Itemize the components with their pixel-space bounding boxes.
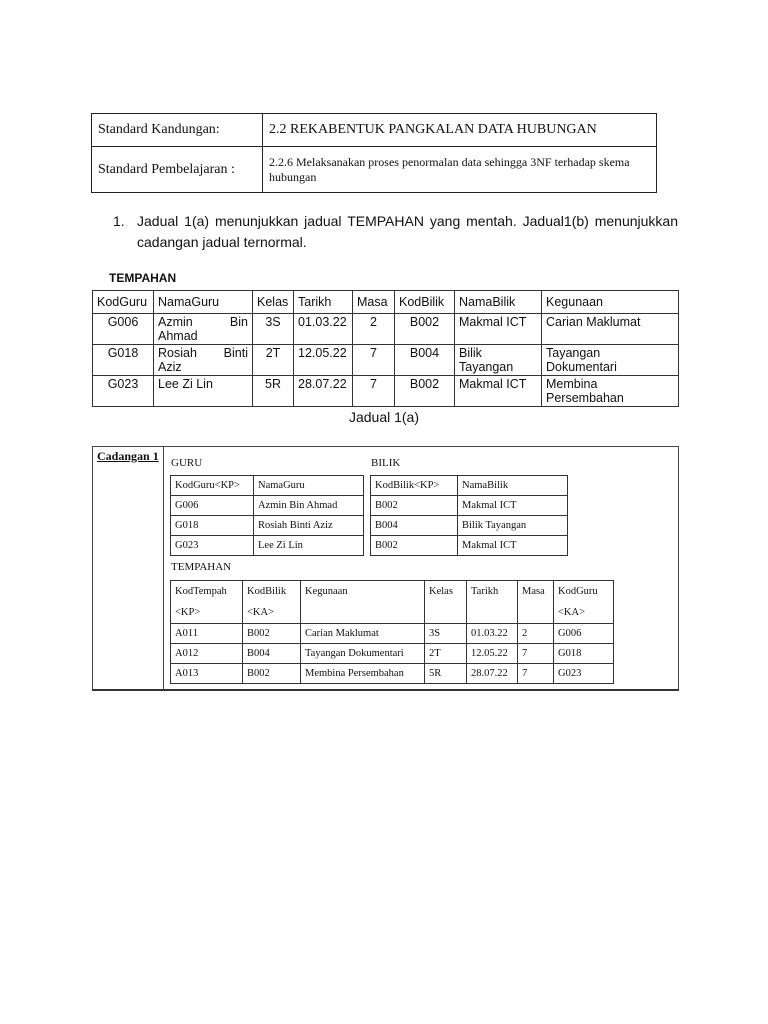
table-cell: Carian Maklumat bbox=[542, 314, 679, 345]
table-cell: G018 bbox=[554, 644, 614, 664]
table-row bbox=[171, 664, 614, 684]
raw-header-cell: Kelas bbox=[253, 291, 294, 314]
question-paragraph bbox=[113, 211, 678, 253]
raw-header-cell: NamaBilik bbox=[455, 291, 542, 314]
table-row bbox=[171, 644, 614, 664]
table-cell: Makmal ICT bbox=[455, 376, 542, 407]
table-cell: 7 bbox=[518, 664, 554, 684]
table-cell: 7 bbox=[353, 376, 395, 407]
table-cell: 28.07.22 bbox=[467, 664, 518, 684]
table-cell: Makmal ICT bbox=[455, 314, 542, 345]
table-cell: 2 bbox=[518, 624, 554, 644]
table-cell: 28.07.22 bbox=[294, 376, 353, 407]
cadangan-label: Cadangan 1 bbox=[97, 449, 159, 463]
table-row bbox=[93, 345, 679, 376]
raw-header-cell: KodGuru bbox=[93, 291, 154, 314]
table-header-cell: Masa bbox=[518, 581, 554, 624]
table-cell: Lee Zi Lin bbox=[154, 376, 253, 407]
table-cell: KodGuru<KP> bbox=[171, 476, 254, 496]
table-cell: 5R bbox=[425, 664, 467, 684]
table-cell: B002 bbox=[371, 536, 458, 556]
table-cell: Carian Maklumat bbox=[301, 624, 425, 644]
header-label: KodTempah bbox=[175, 586, 227, 597]
table-cell: 2 bbox=[353, 314, 395, 345]
table-cell: Makmal ICT bbox=[458, 536, 568, 556]
table-cell: G006 bbox=[171, 496, 254, 516]
cadangan-divider bbox=[163, 446, 164, 690]
table-cell: B002 bbox=[243, 664, 301, 684]
table-cell: 5R bbox=[253, 376, 294, 407]
guru-table bbox=[170, 475, 364, 556]
table-caption: Jadual 1(a) bbox=[348, 409, 420, 425]
table-cell: B004 bbox=[395, 345, 455, 376]
table-cell: A011 bbox=[171, 624, 243, 644]
kandungan-value: 2.2 REKABENTUK PANGKALAN DATA HUBUNGAN bbox=[263, 114, 657, 147]
table-cell: Rosiah Binti Aziz bbox=[154, 345, 253, 376]
table-cell: 12.05.22 bbox=[467, 644, 518, 664]
header-key: <KP> bbox=[175, 607, 201, 618]
table-row bbox=[171, 476, 364, 496]
table-cell: Tayangan Dokumentari bbox=[542, 345, 679, 376]
table-cell: 7 bbox=[353, 345, 395, 376]
table-cell: 01.03.22 bbox=[467, 624, 518, 644]
pembelajaran-label: Standard Pembelajaran : bbox=[92, 147, 263, 193]
raw-tempahan-table bbox=[92, 290, 679, 407]
table-cell: NamaBilik bbox=[458, 476, 568, 496]
table-cell: Azmin Bin Ahmad bbox=[154, 314, 253, 345]
raw-header-cell: Masa bbox=[353, 291, 395, 314]
table-cell: G023 bbox=[93, 376, 154, 407]
standards-table bbox=[91, 113, 657, 193]
guru-title: GURU bbox=[171, 457, 203, 469]
table-cell: G006 bbox=[93, 314, 154, 345]
raw-header-row bbox=[93, 291, 679, 314]
header-key: <KA> bbox=[558, 607, 586, 618]
table-cell: KodBilik<KP> bbox=[371, 476, 458, 496]
tempahan-norm-table bbox=[170, 580, 614, 684]
table-row bbox=[171, 496, 364, 516]
table-cell: Membina Persembahan bbox=[542, 376, 679, 407]
table-cell: G023 bbox=[554, 664, 614, 684]
raw-header-cell: KodBilik bbox=[395, 291, 455, 314]
table-header-cell: Tarikh bbox=[467, 581, 518, 624]
table-row bbox=[371, 496, 568, 516]
table-row bbox=[371, 476, 568, 496]
question-text: Jadual 1(a) menunjukkan jadual TEMPAHAN yang mentah. Jadual1(b) menunjukkan cadangan jadual ternormal. bbox=[137, 213, 678, 250]
table-header-cell bbox=[243, 581, 301, 624]
table-row bbox=[93, 314, 679, 345]
header-label: KodGuru bbox=[558, 586, 598, 597]
table-row bbox=[171, 516, 364, 536]
table-cell: NamaGuru bbox=[254, 476, 364, 496]
table-cell: B002 bbox=[395, 376, 455, 407]
bilik-title: BILIK bbox=[371, 457, 401, 469]
table-cell: Bilik Tayangan bbox=[458, 516, 568, 536]
raw-header-cell: NamaGuru bbox=[154, 291, 253, 314]
table-header-cell: Kelas bbox=[425, 581, 467, 624]
table-row bbox=[93, 376, 679, 407]
table-cell: A012 bbox=[171, 644, 243, 664]
table-header-cell: Kegunaan bbox=[301, 581, 425, 624]
table-row bbox=[171, 536, 364, 556]
raw-table-title: TEMPAHAN bbox=[109, 271, 177, 285]
table-cell: 01.03.22 bbox=[294, 314, 353, 345]
table-cell: 3S bbox=[253, 314, 294, 345]
table-header-cell bbox=[171, 581, 243, 624]
table-header-cell bbox=[554, 581, 614, 624]
table-cell: Makmal ICT bbox=[458, 496, 568, 516]
table-cell: 2T bbox=[253, 345, 294, 376]
raw-header-cell: Tarikh bbox=[294, 291, 353, 314]
table-cell: Lee Zi Lin bbox=[254, 536, 364, 556]
table-cell: 3S bbox=[425, 624, 467, 644]
bilik-table bbox=[370, 475, 568, 556]
table-cell: Bilik Tayangan bbox=[455, 345, 542, 376]
table-cell: B002 bbox=[395, 314, 455, 345]
raw-header-cell: Kegunaan bbox=[542, 291, 679, 314]
table-cell: Rosiah Binti Aziz bbox=[254, 516, 364, 536]
table-cell: B004 bbox=[243, 644, 301, 664]
table-cell: A013 bbox=[171, 664, 243, 684]
tempahan-norm-title: TEMPAHAN bbox=[171, 561, 232, 573]
table-row bbox=[371, 536, 568, 556]
question-number: 1. bbox=[113, 213, 125, 229]
table-cell: G023 bbox=[171, 536, 254, 556]
header-label: KodBilik bbox=[247, 586, 287, 597]
table-cell: 2T bbox=[425, 644, 467, 664]
kandungan-label: Standard Kandungan: bbox=[92, 114, 263, 147]
header-key: <KA> bbox=[247, 607, 275, 618]
table-cell: B004 bbox=[371, 516, 458, 536]
table-cell: Azmin Bin Ahmad bbox=[254, 496, 364, 516]
table-cell: Tayangan Dokumentari bbox=[301, 644, 425, 664]
table-header-row bbox=[171, 581, 614, 624]
table-cell: 12.05.22 bbox=[294, 345, 353, 376]
table-cell: B002 bbox=[243, 624, 301, 644]
table-row bbox=[171, 624, 614, 644]
table-row bbox=[371, 516, 568, 536]
table-cell: B002 bbox=[371, 496, 458, 516]
table-cell: 7 bbox=[518, 644, 554, 664]
table-cell: Membina Persembahan bbox=[301, 664, 425, 684]
table-cell: G006 bbox=[554, 624, 614, 644]
table-cell: G018 bbox=[171, 516, 254, 536]
table-cell: G018 bbox=[93, 345, 154, 376]
pembelajaran-value: 2.2.6 Melaksanakan proses penormalan data sehingga 3NF terhadap skema hubungan bbox=[263, 147, 657, 193]
